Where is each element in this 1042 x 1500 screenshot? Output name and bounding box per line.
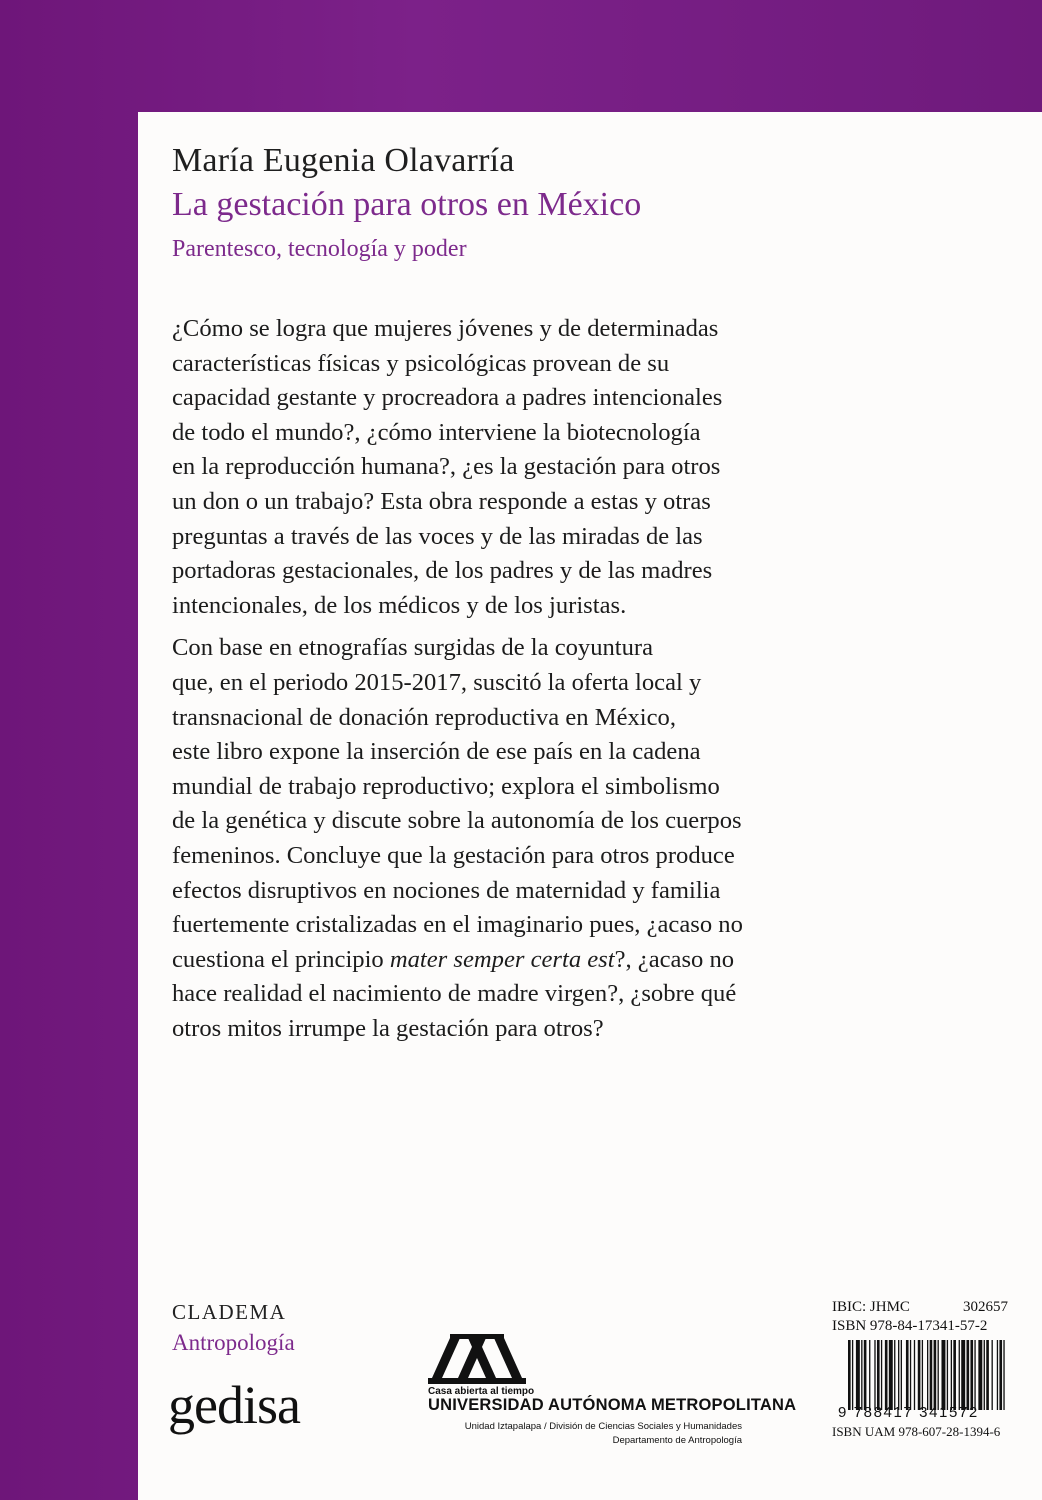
uam-name: UNIVERSIDAD AUTÓNOMA METROPOLITANA [428,1396,797,1414]
isbn-uam: ISBN UAM 978-607-28-1394-6 [832,1424,1001,1439]
uam-department: Departamento de Antropología [612,1435,742,1446]
ibic-code: IBIC: JHMC [832,1299,910,1315]
blurb-line: que, en el periodo 2015-2017, suscitó la oferta local y [172,668,702,696]
blurb-line: de todo el mundo?, ¿cómo interviene la biotecnología [172,418,701,446]
content-panel [138,112,1042,1500]
blurb-line: femeninos. Concluye que la gestación para otros produce [172,841,735,869]
blurb-line: ¿Cómo se logra que mujeres jóvenes y de determinadas [172,315,719,342]
book-subtitle: Parentesco, tecnología y poder [172,236,467,262]
product-code: 302657 [963,1299,1008,1315]
blurb-line: capacidad gestante y procreadora a padres intencionales [172,384,723,412]
blurb-line: transnacional de donación reproductiva en México, [172,703,676,731]
blurb-text-run: cuestiona el principio [172,945,390,973]
series-name: CLADEMA [172,1300,287,1324]
series-subject: Antropología [172,1330,295,1355]
blurb-text-run: ?, ¿acaso no [614,945,735,973]
barcode-number: 9 788417 341572 [838,1404,979,1421]
author-name: María Eugenia Olavarría [172,142,515,179]
uam-emblem-icon [428,1332,526,1384]
blurb-line: fuertemente cristalizadas en el imaginario pues, ¿acaso no [172,911,743,939]
isbn: ISBN 978-84-17341-57-2 [832,1318,988,1334]
uam-unit: Unidad Iztapalapa / División de Ciencias Sociales y Humanidades [464,1421,742,1432]
blurb-line: mundial de trabajo reproductivo; explora el simbolismo [172,772,720,800]
blurb-line: efectos disruptivos en nociones de maternidad y familia [172,876,721,904]
blurb-line: este libro expone la inserción de ese país en la cadena [172,738,701,766]
blurb-line: en la reproducción humana?, ¿es la gestación para otros [172,453,721,481]
blurb-text [172,312,892,1054]
blurb-line: preguntas a través de las voces y de las miradas de las [172,522,703,550]
book-codes [832,1298,1008,1336]
barcode-icon [848,1340,1006,1410]
ibic-row [832,1298,1008,1317]
blurb-line: otros mitos irrumpe la gestación para otros? [172,1014,604,1042]
blurb-line: características físicas y psicológicas provean de su [172,349,670,377]
latin-phrase: mater semper certa est [389,945,615,973]
publisher-logo: gedisa [168,1375,300,1435]
blurb-line: hace realidad el nacimiento de madre virgen?, ¿sobre qué [172,980,737,1008]
uam-logo-block [420,1332,797,1462]
blurb-line: intencionales, de los médicos y de los juristas. [172,591,627,619]
blurb-paragraph-2 [172,631,892,1046]
blurb-line: un don o un trabajo? Esta obra responde a estas y otras [172,487,711,515]
blurb-line: de la genética y discute sobre la autonomía de los cuerpos [172,807,742,835]
blurb-paragraph-1 [172,312,892,623]
blurb-line: Con base en etnografías surgidas de la coyuntura [172,634,654,662]
book-title: La gestación para otros en México [172,186,642,223]
blurb-line: portadoras gestacionales, de los padres y de las madres [172,557,713,585]
blurb-line [172,943,892,978]
uam-tagline: Casa abierta al tiempo [428,1386,535,1397]
